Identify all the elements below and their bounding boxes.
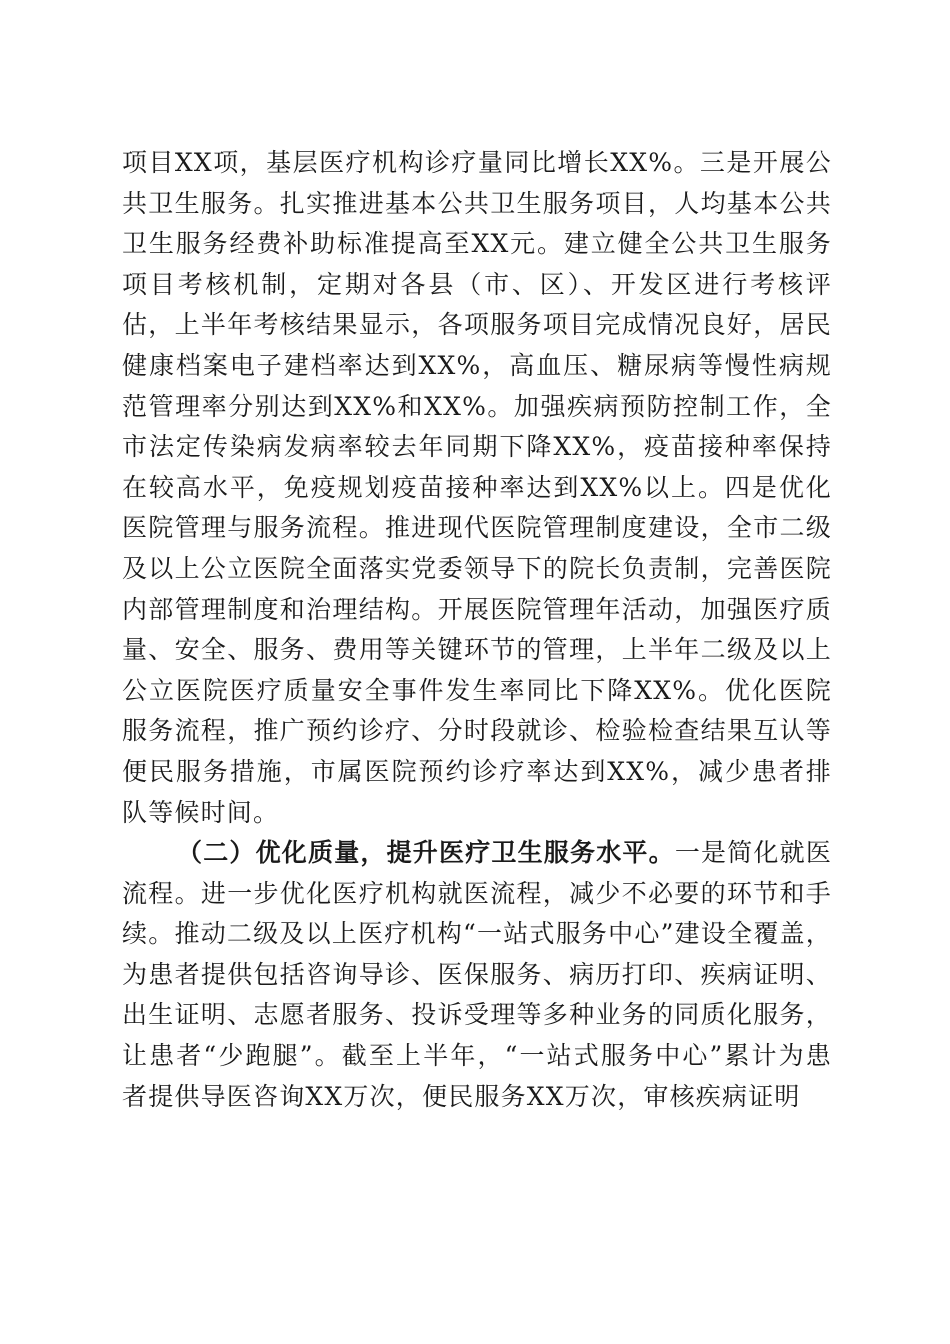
paragraph-section-two xyxy=(122,833,832,1117)
section-body: 一是简化就医流程。进一步优化医疗机构就医流程，减少不必要的环节和手续。推动二级及以上医疗机构“一站式服务中心”建设全覆盖，为患者提供包括咨询导诊、医保服务、病历打印、疾病证明、出生证明、志愿者服务、投诉受理等多种业务的同质化服务，让患者“少跑腿”。截至上半年，“一站式服务中心”累计为患者提供导医咨询XX万次，便民服务XX万次，审核疾病证明 xyxy=(122,838,833,1111)
section-heading: （二）优化质量，提升医疗卫生服务水平。 xyxy=(177,838,675,868)
document-body xyxy=(122,143,832,1117)
paragraph-public-health: 项目XX项，基层医疗机构诊疗量同比增长XX%。三是开展公共卫生服务。扎实推进基本公共卫生服务项目，人均基本公共卫生服务经费补助标准提高至XX元。建立健全公共卫生服务项目考核机制，定期对各县（市、区）、开发区进行考核评估，上半年考核结果显示，各项服务项目完成情况良好，居民健康档案电子建档率达到XX%，高血压、糖尿病等慢性病规范管理率分别达到XX%和XX%。加强疾病预防控制工作，全市法定传染病发病率较去年同期下降XX%，疫苗接种率保持在较高水平，免疫规划疫苗接种率达到XX%以上。四是优化医院管理与服务流程。推进现代医院管理制度建设，全市二级及以上公立医院全面落实党委领导下的院长负责制，完善医院内部管理制度和治理结构。开展医院管理年活动，加强医疗质量、安全、服务、费用等关键环节的管理，上半年二级及以上公立医院医疗质量安全事件发生率同比下降XX%。优化医院服务流程，推广预约诊疗、分时段就诊、检验检查结果互认等便民服务措施，市属医院预约诊疗率达到XX%，减少患者排队等候时间。 xyxy=(122,148,832,827)
